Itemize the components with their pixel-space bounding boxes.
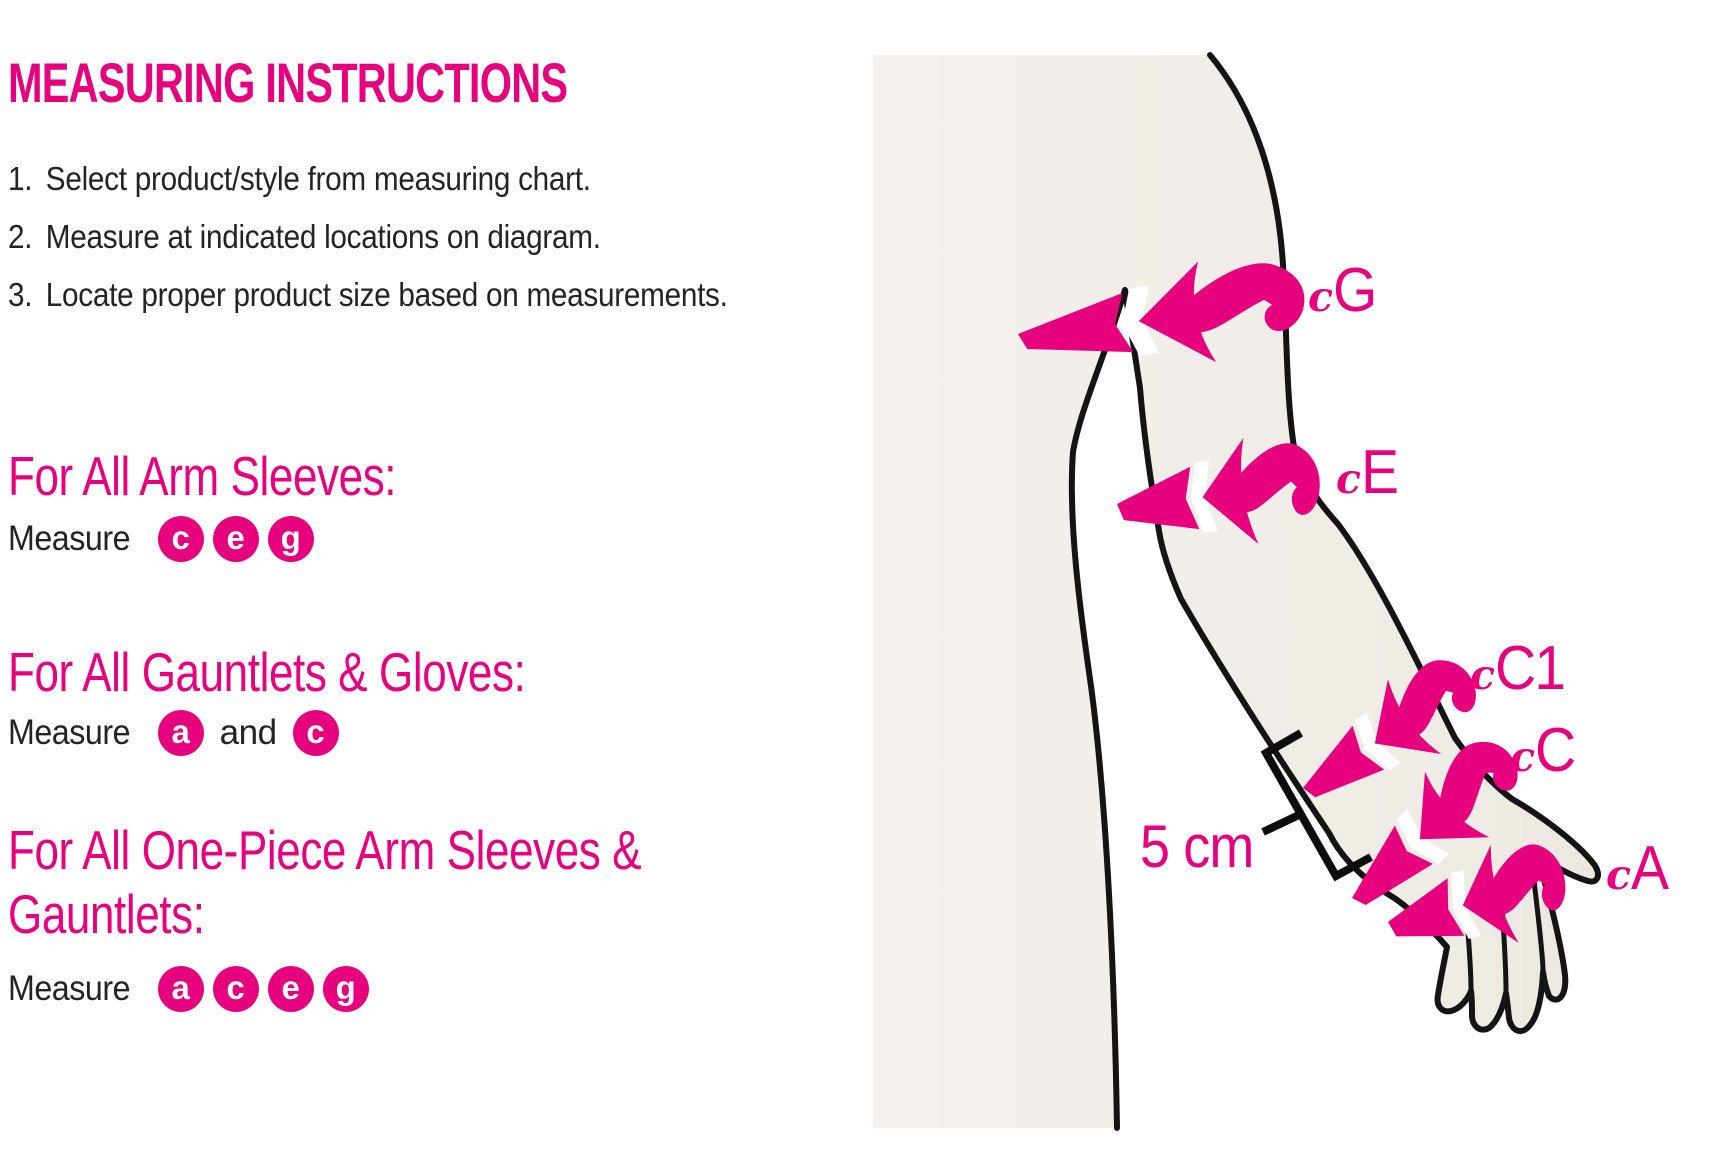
label-ce xyxy=(1336,438,1400,507)
measure-label: Measure xyxy=(8,969,131,1008)
step-2 xyxy=(8,218,818,276)
label-ce-letter: E xyxy=(1360,438,1398,507)
point-badge-a: a xyxy=(158,710,204,756)
section-one-piece-measure xyxy=(8,966,369,1012)
step-1-text: Select product/style from measuring chart. xyxy=(45,160,591,197)
section-arm-sleeves-heading: For All Arm Sleeves: xyxy=(8,445,397,507)
label-ce-prefix: c xyxy=(1336,455,1361,503)
body-silhouette xyxy=(873,55,1598,1128)
point-badge-e: e xyxy=(268,966,314,1012)
label-cc1-prefix: c xyxy=(1470,651,1495,699)
label-ca-letter: A xyxy=(1630,834,1668,903)
section-arm-sleeves-measure xyxy=(8,516,314,562)
section-one-piece-heading xyxy=(8,818,641,946)
point-badge-c: c xyxy=(293,710,339,756)
label-cc xyxy=(1510,716,1578,785)
step-2-text: Measure at indicated locations on diagram. xyxy=(45,218,601,255)
step-3-number: 3. xyxy=(8,276,33,313)
label-cc-letter: C xyxy=(1534,716,1575,785)
connector-text: and xyxy=(219,713,277,752)
distance-label: 5 cm xyxy=(1140,813,1254,880)
label-ca xyxy=(1606,834,1670,903)
section-gauntlets-measure xyxy=(8,710,339,756)
step-3-text: Locate proper product size based on measurements. xyxy=(45,276,728,313)
label-cg-letter: G xyxy=(1332,256,1376,325)
point-badge-g: g xyxy=(323,966,369,1012)
step-3 xyxy=(8,276,818,334)
label-cg xyxy=(1308,256,1379,325)
step-1 xyxy=(8,160,818,218)
step-2-number: 2. xyxy=(8,218,33,255)
section-gauntlets-heading: For All Gauntlets & Gloves: xyxy=(8,641,526,703)
point-badge-g: g xyxy=(268,516,314,562)
step-1-number: 1. xyxy=(8,160,33,197)
measure-label: Measure xyxy=(8,519,131,558)
label-cc1 xyxy=(1470,634,1570,703)
label-cc1-letter: C1 xyxy=(1494,634,1565,703)
point-badge-c: c xyxy=(158,516,204,562)
label-ca-prefix: c xyxy=(1606,851,1631,899)
point-badge-a: a xyxy=(158,966,204,1012)
section-one-piece-heading-line2: Gauntlets: xyxy=(8,883,205,945)
measure-label: Measure xyxy=(8,713,131,752)
point-badge-e: e xyxy=(213,516,259,562)
point-badge-c: c xyxy=(213,966,259,1012)
label-cc-prefix: c xyxy=(1510,733,1535,781)
label-cg-prefix: c xyxy=(1308,273,1333,321)
section-one-piece-heading-line1: For All One-Piece Arm Sleeves & xyxy=(8,819,642,881)
instruction-steps xyxy=(8,160,818,334)
page-title: MEASURING INSTRUCTIONS xyxy=(8,51,568,114)
